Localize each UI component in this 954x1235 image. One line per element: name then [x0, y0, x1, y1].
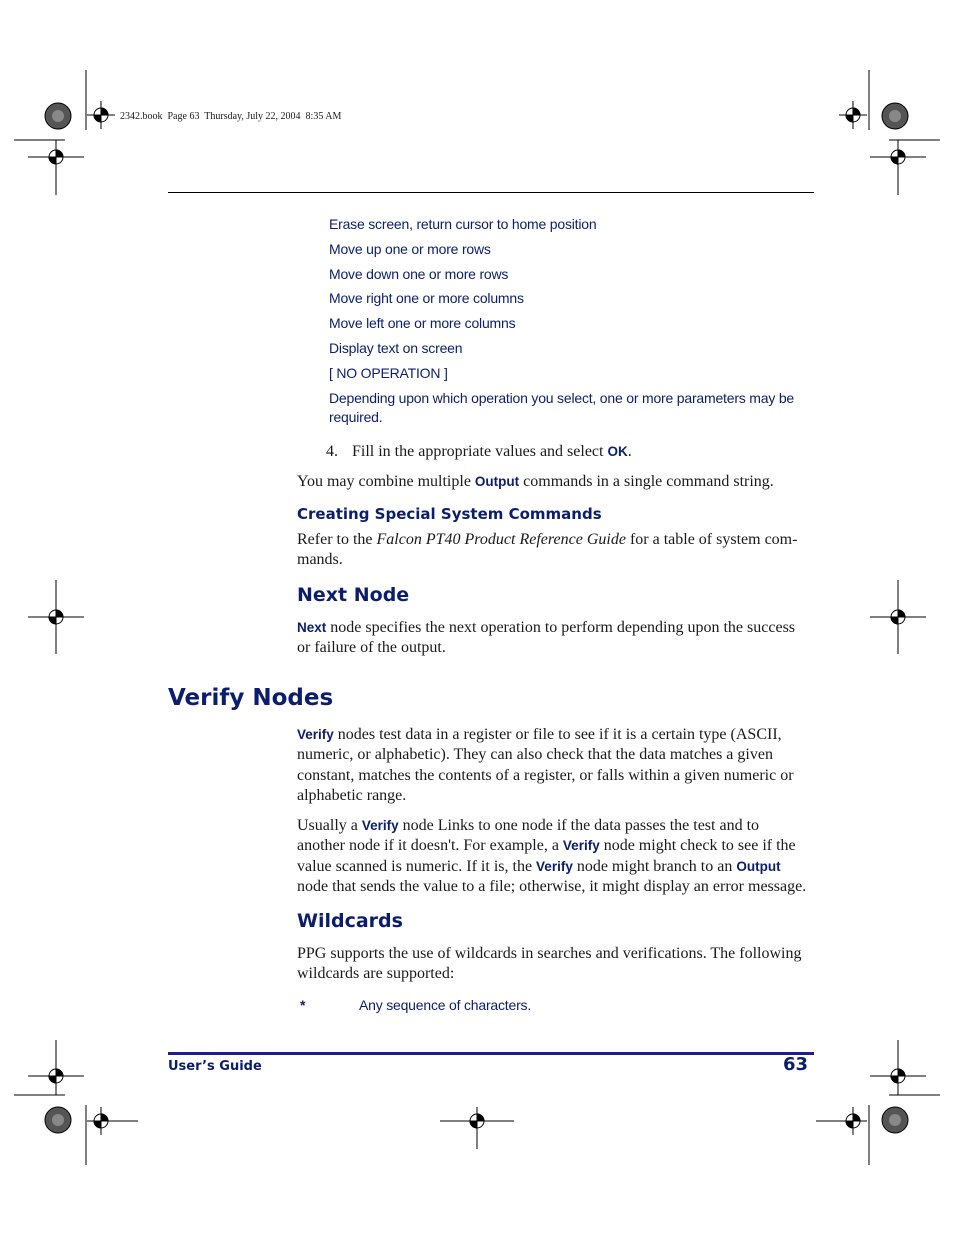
list-item: Move right one or more columns	[329, 290, 524, 306]
wildcards-heading: Wildcards	[297, 910, 403, 932]
top-rule	[168, 192, 814, 193]
verify-keyword: Verify	[536, 858, 573, 874]
list-item: [ NO OPERATION ]	[329, 365, 448, 381]
next-node-paragraph: Next node specifies the next operation to perform depending upon the success or failure of the output.	[297, 619, 796, 657]
list-item: Move up one or more rows	[329, 241, 491, 257]
operation-note: required.	[329, 409, 383, 425]
list-item: Display text on screen	[329, 340, 463, 356]
next-node-heading: Next Node	[297, 584, 410, 606]
verify-keyword: Verify	[361, 818, 399, 833]
verify-paragraph-1: Verify nodes test data in a register or file to see if it is a certain type (ASCII, numeric, or alphabetic). They can also check that the data matches a given constant, matches the contents of a register, or falls within a given numeric or alphabetic range.	[297, 726, 794, 804]
verify-keyword: Verify	[297, 727, 334, 742]
refer-paragraph: Refer to the Falcon PT40 Product Reference Guide for a table of system com- mands.	[297, 531, 798, 569]
list-item: Move down one or more rows	[329, 266, 509, 282]
verify-keyword: Verify	[562, 838, 600, 854]
wildcard-description: Any sequence of characters.	[359, 997, 532, 1013]
print-header: 2342.book Page 63 Thursday, July 22, 2004 8:35 AM	[120, 111, 342, 122]
ok-keyword: OK	[607, 444, 628, 459]
step-4: 4. Fill in the appropriate values and select OK.	[326, 443, 632, 460]
list-item: Erase screen, return cursor to home position	[329, 216, 597, 232]
page-number: 63	[782, 1054, 808, 1075]
reference-guide-title: Falcon PT40 Product Reference Guide	[376, 531, 626, 548]
wildcard-symbol: *	[300, 997, 306, 1013]
footer-guide: User’s Guide	[168, 1059, 262, 1074]
next-keyword: Next	[297, 620, 327, 635]
list-item: Move left one or more columns	[329, 315, 516, 331]
footer-rule	[168, 1052, 814, 1055]
verify-heading: Verify Nodes	[168, 685, 334, 711]
creating-heading: Creating Special System Commands	[297, 505, 602, 523]
wildcards-paragraph: PPG supports the use of wildcards in searches and verifications. The following wildcards are supported:	[297, 945, 802, 983]
verify-paragraph-2: Usually a Verify node Links to one node if the data passes the test and to another node if it doesn't. For example, a Verify node might check to see if the value scanned is numeric. If it is, the Verify node might branch to an Output node that sends the value to a file; otherwise, it might display an error message.	[297, 817, 807, 895]
operation-note: Depending upon which operation you select, one or more parameters may be	[329, 390, 794, 406]
combine-sentence: You may combine multiple Output commands in a single command string.	[297, 473, 774, 490]
output-keyword: Output	[474, 474, 520, 489]
output-keyword: Output	[736, 858, 781, 874]
step-number: 4.	[326, 443, 338, 460]
